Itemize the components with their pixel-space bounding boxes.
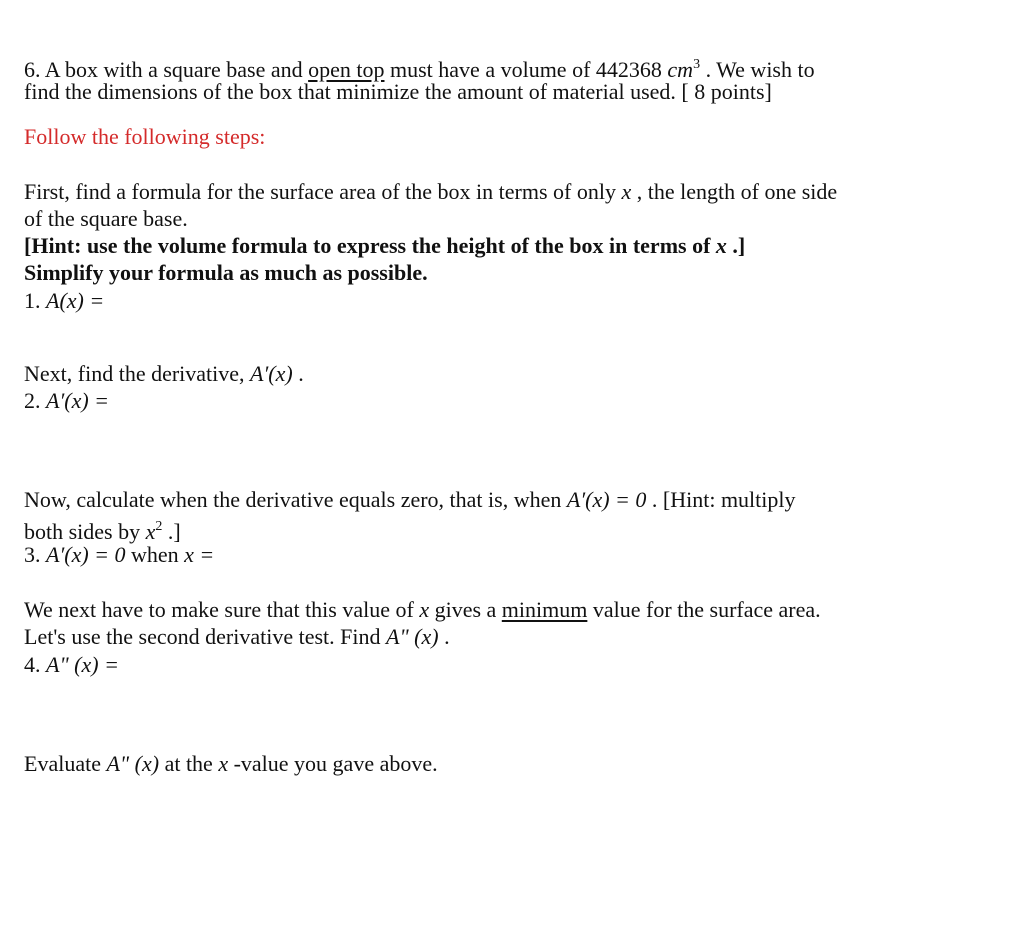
step4-text: We next have to make sure that this value of — [24, 597, 420, 622]
step4-line-2 — [24, 623, 450, 650]
label-number: 4. — [24, 652, 46, 677]
answer-label-4 — [24, 651, 119, 678]
step2-text: Next, find the derivative, — [24, 361, 251, 386]
problem-line-2: find the dimensions of the box that minimize the amount of material used. [ 8 points] — [24, 79, 772, 104]
step3-text: both sides by — [24, 519, 146, 544]
open-top-underlined: open top — [308, 57, 385, 82]
step2-text: . — [292, 361, 304, 386]
steps-heading: Follow the following steps: — [24, 124, 266, 149]
var-x: x — [621, 179, 632, 204]
step3-text: Now, calculate when the derivative equals zero, that is, when — [24, 487, 567, 512]
var-x: x — [419, 597, 430, 622]
step4-line-1 — [24, 596, 821, 623]
exponent: 2 — [155, 519, 163, 534]
var-x: x — [218, 751, 229, 776]
step1-text: , the length of one side — [631, 179, 838, 204]
hint-text: [Hint: use the volume formula to express the height of the box in terms of — [24, 233, 716, 258]
step5-text: at the — [159, 751, 219, 776]
unit-cm: cm — [667, 57, 694, 82]
step4-text: gives a — [429, 597, 502, 622]
step5-line-1 — [24, 750, 438, 777]
step3-line-1 — [24, 486, 796, 513]
step4-text: . — [438, 624, 450, 649]
step4-text: Let's use the second derivative test. Find — [24, 624, 386, 649]
label-number: 1. — [24, 288, 46, 313]
unit-exponent: 3 — [693, 57, 701, 72]
answer-label-2 — [24, 387, 109, 414]
label-var: x = — [184, 542, 215, 567]
problem-text: must have a volume of 442368 — [384, 57, 668, 82]
problem-text: 6. A box with a square base and — [24, 57, 309, 82]
label-number: 3. — [24, 542, 46, 567]
step4-text: value for the surface area. — [587, 597, 821, 622]
label-expression: A(x) = — [46, 288, 105, 313]
step5-text: -value you gave above. — [228, 751, 438, 776]
step5-text: Evaluate — [24, 751, 107, 776]
label-expression: A" (x) = — [46, 652, 119, 677]
label-number: 2. — [24, 388, 46, 413]
label-expression: A′(x) = — [46, 388, 110, 413]
var-x: x — [715, 233, 727, 258]
step1-line-1 — [24, 178, 837, 205]
derivative-expr: A′(x) — [250, 361, 293, 386]
step1-hint — [24, 232, 745, 259]
step3-text: .] — [162, 519, 181, 544]
step1-line-2: of the square base. — [24, 206, 188, 231]
step1-text: First, find a formula for the surface area of the box in terms of only — [24, 179, 622, 204]
answer-label-1 — [24, 287, 104, 314]
label-when: when — [125, 542, 185, 567]
var-x: x — [145, 519, 156, 544]
problem-text: . We wish to — [700, 57, 815, 82]
derivative-zero-expr: A′(x) = 0 — [566, 487, 647, 512]
second-derivative-expr: A" (x) — [386, 624, 439, 649]
minimum-underlined: minimum — [501, 597, 588, 622]
second-derivative-expr: A" (x) — [106, 751, 160, 776]
hint-text: .] — [726, 233, 746, 258]
step2-line-1 — [24, 360, 304, 387]
step1-simplify: Simplify your formula as much as possible. — [24, 260, 428, 285]
answer-label-3 — [24, 541, 214, 568]
step3-text: . [Hint: multiply — [646, 487, 796, 512]
label-expression: A′(x) = 0 — [46, 542, 126, 567]
